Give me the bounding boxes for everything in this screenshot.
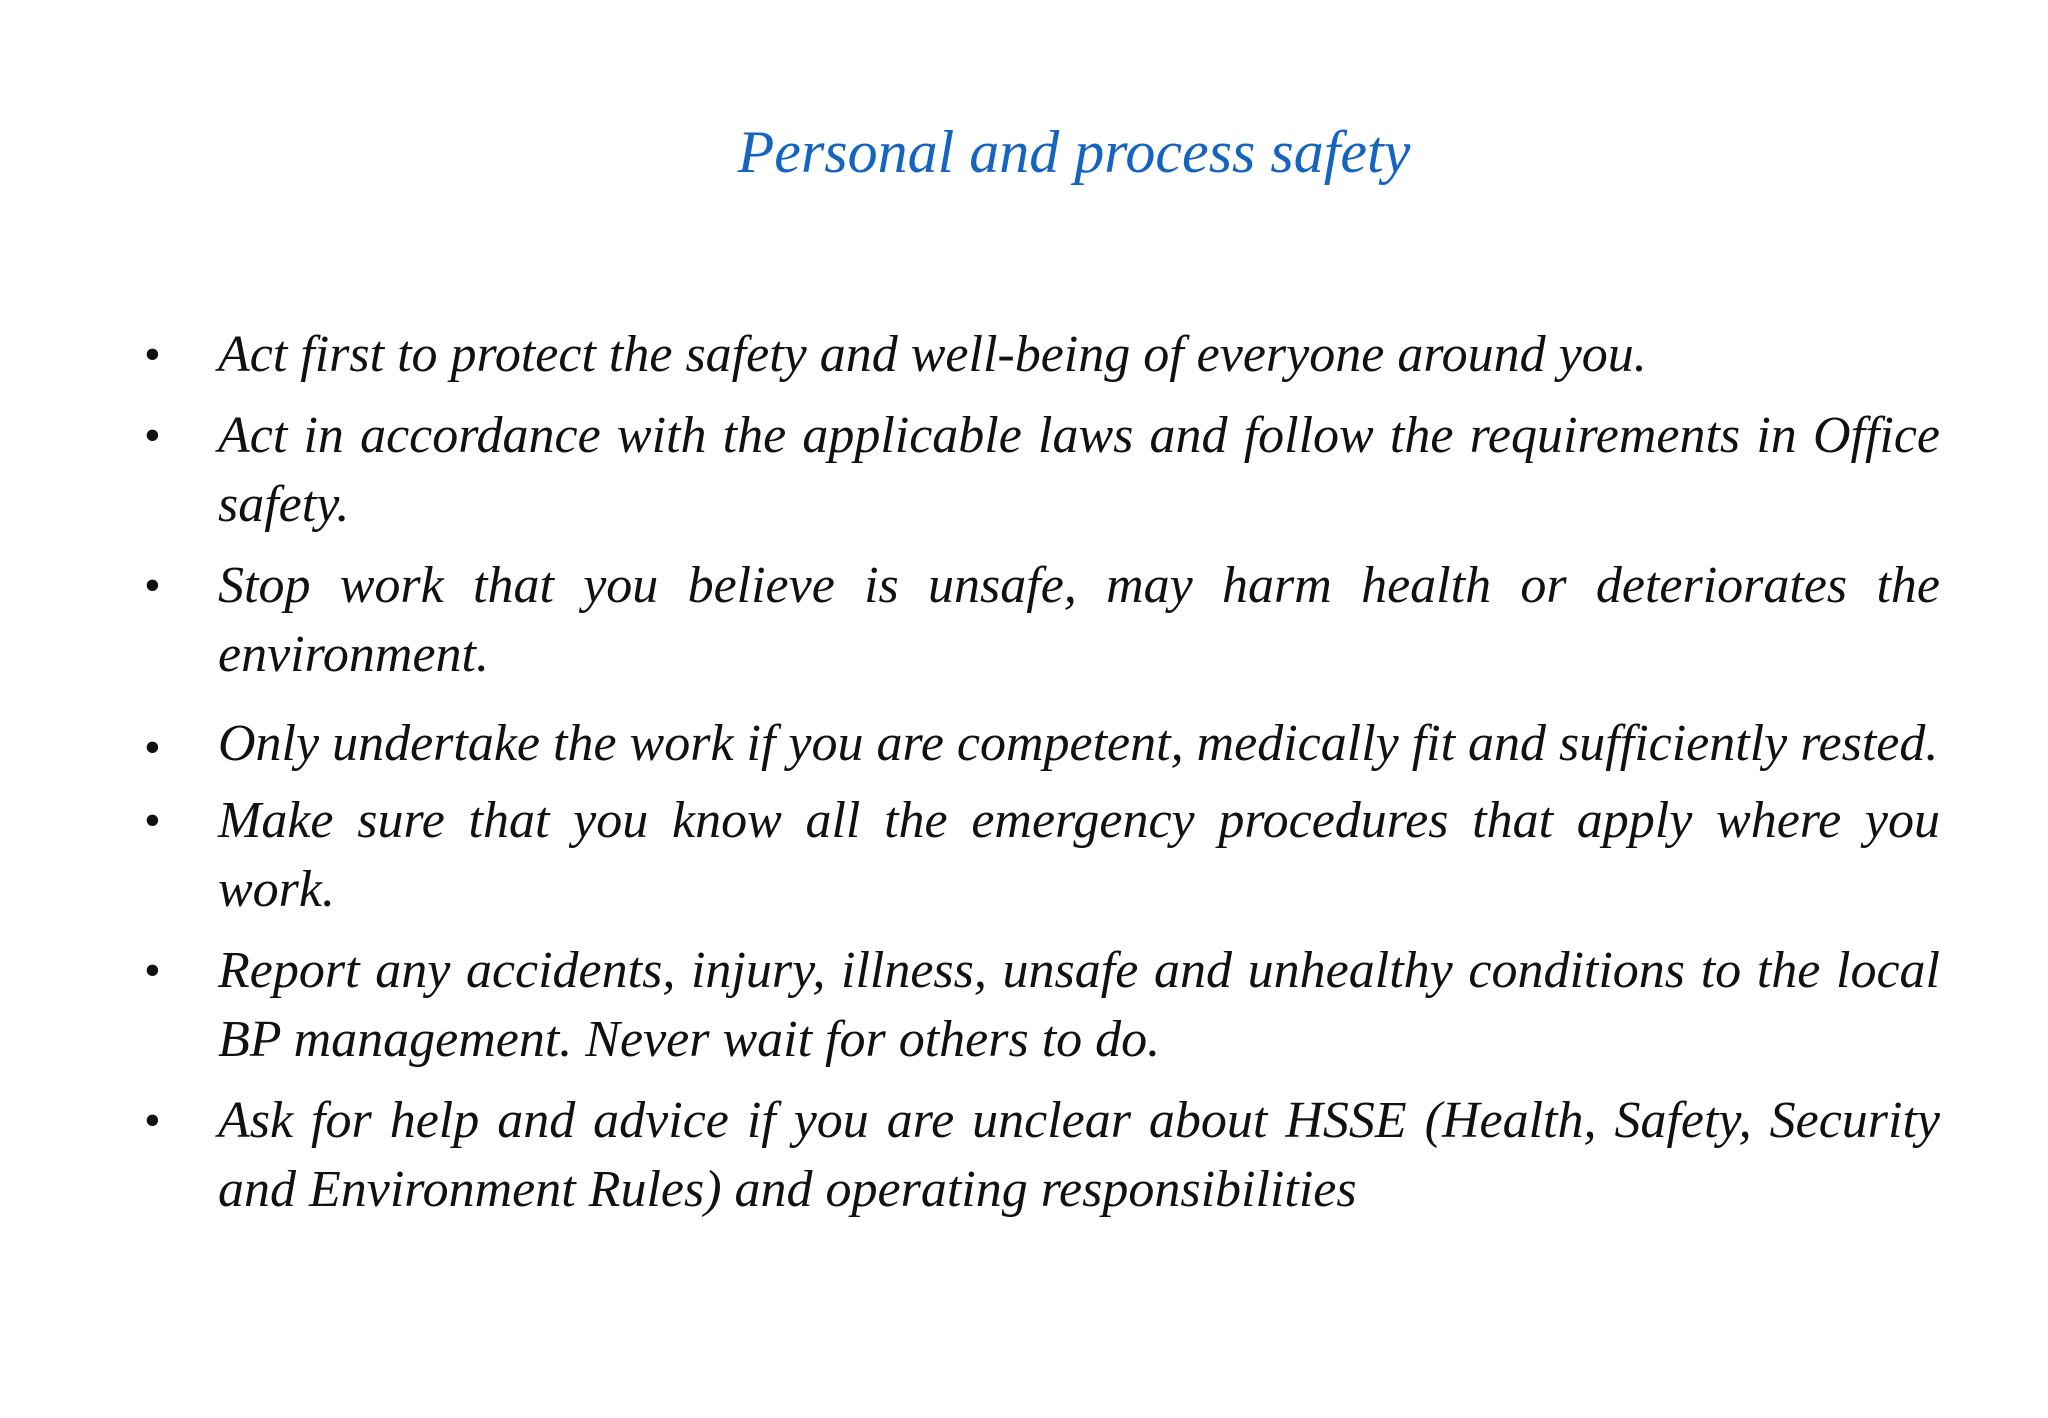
bullet-item xyxy=(140,551,1940,689)
bullet-item xyxy=(140,1086,1940,1224)
bullet-text: Stop work that you believe is unsafe, may harm health or deteriorates the environment. xyxy=(218,557,1940,683)
bullet-text: Act in accordance with the applicable laws and follow the requirements in Office safety. xyxy=(218,407,1940,533)
slide-title: Personal and process safety xyxy=(737,119,1411,185)
bullet-text: Ask for help and advice if you are unclear about HSSE (Health, Safety, Security and Environment Rules) and operating responsibilities xyxy=(218,1092,1940,1218)
bullet-icon: • xyxy=(144,944,161,997)
bullet-item xyxy=(140,401,1940,539)
bullet-item xyxy=(140,936,1940,1074)
bullet-text: Report any accidents, injury, illness, unsafe and unhealthy conditions to the local BP management. Never wait for others to do. xyxy=(218,942,1940,1068)
bullet-icon: • xyxy=(144,409,161,462)
bullet-item xyxy=(140,786,1940,924)
bullet-icon: • xyxy=(144,559,161,612)
bullet-icon: • xyxy=(144,1094,161,1147)
bullet-item xyxy=(140,320,1940,389)
bullet-icon: • xyxy=(144,794,161,847)
bullet-icon: • xyxy=(144,328,161,381)
bullet-list xyxy=(140,320,1940,1236)
bullet-text: Make sure that you know all the emergency procedures that apply where you work. xyxy=(218,792,1940,918)
bullet-icon: • xyxy=(144,721,161,774)
bullet-item xyxy=(140,713,1940,774)
bullet-text: Only undertake the work if you are competent, medically fit and sufficiently rested. xyxy=(218,715,1939,772)
bullet-text: Act first to protect the safety and well-being of everyone around you. xyxy=(218,326,1647,383)
